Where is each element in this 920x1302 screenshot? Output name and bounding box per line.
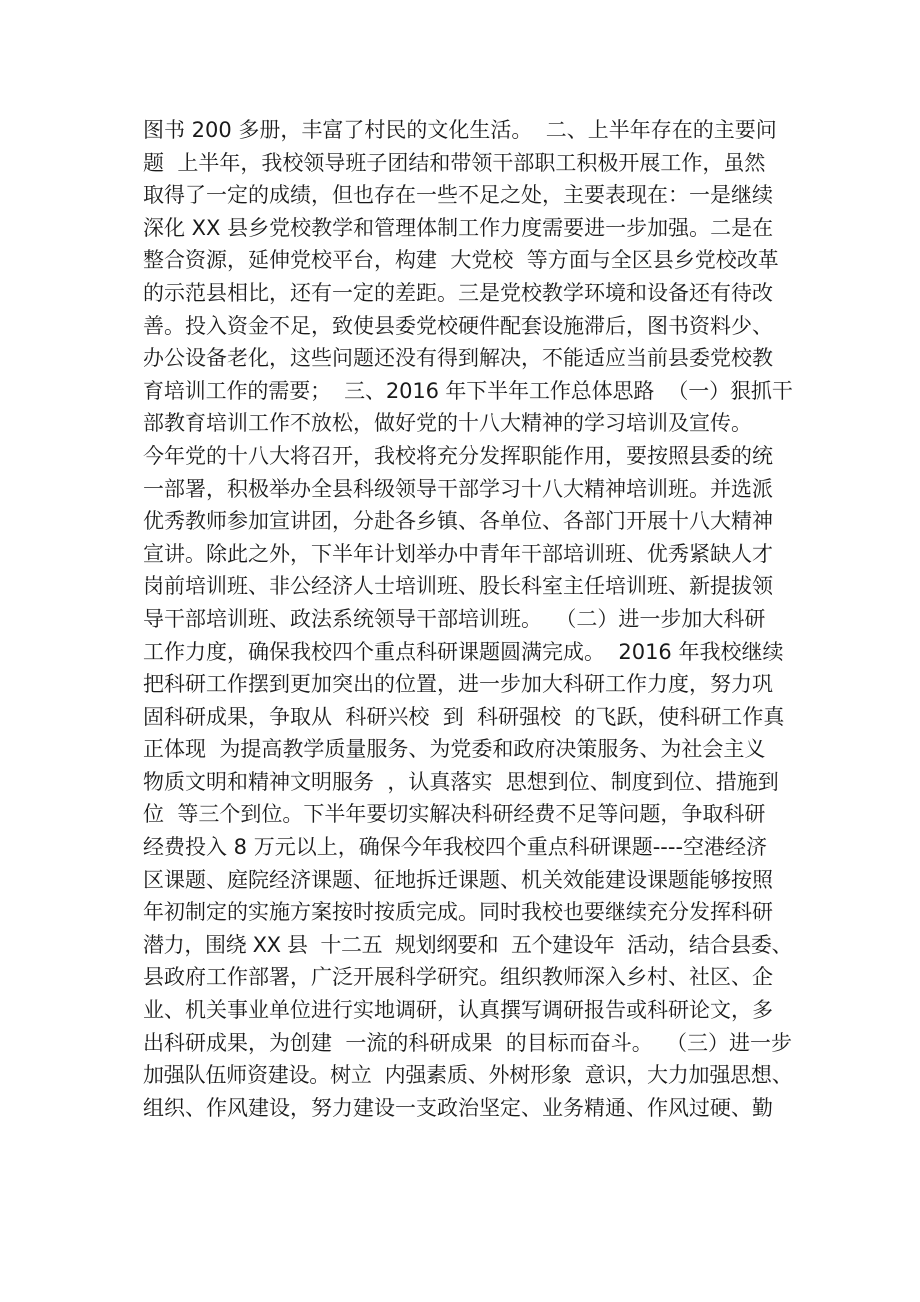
text-line: 整合资源，延伸党校平台，构建 大党校 等方面与全区县乡党校改革 <box>143 248 779 273</box>
text-line: 宣讲。除此之外，下半年计划举办中青年干部培训班、优秀紧缺人才 <box>143 541 773 566</box>
text-line: 年初制定的实施方案按时按质完成。同时我校也要继续充分发挥科研 <box>143 900 773 925</box>
text-line: 优秀教师参加宣讲团，分赴各乡镇、各单位、各部门开展十八大精神 <box>143 509 773 534</box>
text-line: 正体现 为提高教学质量服务、为党委和政府决策服务、为社会主义 <box>143 737 766 762</box>
text-line: 取得了一定的成绩，但也存在一些不足之处，主要表现在：一是继续 <box>143 183 773 208</box>
body-text <box>143 114 793 1124</box>
text-line: 位 等三个到位。下半年要切实解决科研经费不足等问题，争取科研 <box>143 802 766 827</box>
text-line: 县政府工作部署，广泛开展科学研究。组织教师深入乡村、社区、企 <box>143 965 773 990</box>
text-line: 工作力度，确保我校四个重点科研课题圆满完成。 2016 年我校继续 <box>143 639 784 664</box>
text-line: 把科研工作摆到更加突出的位置，进一步加大科研工作力度，努力巩 <box>143 672 773 697</box>
text-line: 区课题、庭院经济课题、征地拆迁课题、机关效能建设课题能够按照 <box>143 867 773 892</box>
text-line: 育培训工作的需要； 三、2016 年下半年工作总体思路 （一）狠抓干 <box>143 378 793 403</box>
text-line: 导干部培训班、政法系统领导干部培训班。 （二）进一步加大科研 <box>143 606 766 631</box>
text-line: 出科研成果，为创建 一流的科研成果 的目标而奋斗。 （三）进一步 <box>143 1030 793 1055</box>
text-line: 善。投入资金不足，致使县委党校硬件配套设施滞后，图书资料少、 <box>143 313 773 338</box>
text-line: 组织、作风建设，努力建设一支政治坚定、业务精通、作风过硬、勤 <box>143 1095 773 1120</box>
text-line: 一部署，积极举办全县科级领导干部学习十八大精神培训班。并选派 <box>143 476 773 501</box>
text-line: 物质文明和精神文明服务 ，认真落实 思想到位、制度到位、措施到 <box>143 769 779 794</box>
text-line: 今年党的十八大将召开，我校将充分发挥职能作用，要按照县委的统 <box>143 443 773 468</box>
text-line: 岗前培训班、非公经济人士培训班、股长科室主任培训班、新提拔领 <box>143 574 773 599</box>
text-line: 的示范县相比，还有一定的差距。三是党校教学环境和设备还有待改 <box>143 280 773 305</box>
text-line: 题 上半年，我校领导班子团结和带领干部职工积极开展工作，虽然 <box>143 150 766 175</box>
text-line: 业、机关事业单位进行实地调研，认真撰写调研报告或科研论文，多 <box>143 998 773 1023</box>
text-line: 经费投入 8 万元以上，确保今年我校四个重点科研课题----空港经济 <box>143 835 768 860</box>
text-line: 部教育培训工作不放松，做好党的十八大精神的学习培训及宣传。 <box>143 411 752 436</box>
text-line: 加强队伍师资建设。树立 内强素质、外树形象 意识，大力加强思想、 <box>143 1063 793 1088</box>
text-line: 固科研成果，争取从 科研兴校 到 科研强校 的飞跃，使科研工作真 <box>143 704 785 729</box>
text-line: 潜力，围绕 XX 县 十二五 规划纲要和 五个建设年 活动，结合县委、 <box>143 932 793 957</box>
text-line: 深化 XX 县乡党校教学和管理体制工作力度需要进一步加强。二是在 <box>143 215 774 240</box>
text-line: 办公设备老化，这些问题还没有得到解决，不能适应当前县委党校教 <box>143 346 773 371</box>
text-line: 图书 200 多册，丰富了村民的文化生活。 二、上半年存在的主要问 <box>143 118 777 142</box>
